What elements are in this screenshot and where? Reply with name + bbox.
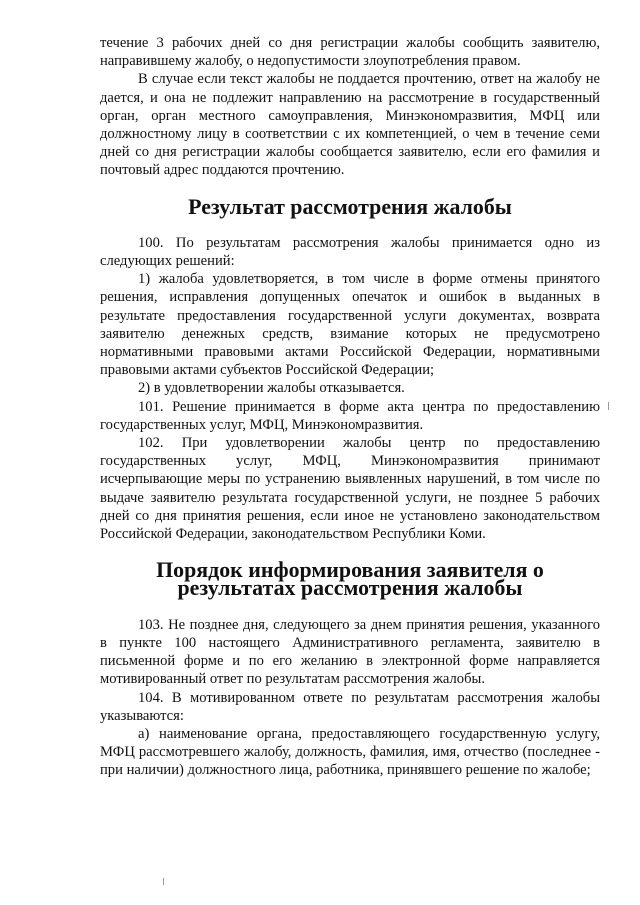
- paragraph: 2) в удовлетворении жалобы отказывается.: [138, 380, 405, 397]
- paragraph: 1) жалоба удовлетворяется, в том числе в форме отмены принятого решения, исправления допущенных опечаток и ошибок в выданных в результате предоставления государственной услуги документах, возврата заявителю денежных средств, взимание которых не предусмотрено нормативными правовыми актами Российской Федерации, нормативными правовыми актами субъектов Российской Федерации;: [100, 271, 600, 379]
- paragraph: 100. По результатам рассмотрения жалобы принимается одно из следующих решений:: [100, 234, 600, 270]
- paragraph: 104. В мотивированном ответе по результатам рассмотрения жалобы указываются:: [100, 689, 600, 724]
- paragraph: течение 3 рабочих дней со дня регистрации жалобы сообщить заявителю, направившему жалобу, о недопустимости злоупотребления правом.: [100, 35, 600, 70]
- paragraph: а) наименование органа, предоставляющего государственную услугу, МФЦ рассмотревшего жалобу, должность, фамилия, имя, отчество (последнее - при наличии) должностного лица, работника, принявшего решение по жалобе;: [100, 725, 600, 779]
- paragraph: 103. Не позднее дня, следующего за днем принятия решения, указанного в пункте 100 настоящего Административного регламента, заявителю в письменной форме и по его желанию в электронной форме направляется мотивированный ответ по результатам рассмотрения жалобы.: [100, 616, 600, 688]
- spacer: [100, 598, 600, 616]
- scan-mark: [608, 402, 609, 410]
- paragraph: В случае если текст жалобы не поддается прочтению, ответ на жалобу не дается, и она не подлежит направлению на рассмотрение в государственный орган, орган местного самоуправления, Минэкономразвития, МФЦ или должностному лицу в соответствии с их компетенцией, о чем в течение семи дней со дня регистрации жалобы сообщается заявителю, если его фамилия и почтовый адрес поддаются прочтению.: [100, 71, 600, 179]
- document-page: [100, 34, 600, 780]
- section-heading: Результат рассмотрения жалобы: [188, 193, 512, 219]
- scan-mark: [163, 878, 164, 885]
- section-heading: Порядок информирования заявителя о результатах рассмотрения жалобы: [156, 557, 544, 601]
- paragraph: 102. При удовлетворении жалобы центр по предоставлению государственных услуг, МФЦ, Минэкономразвития принимают исчерпывающие меры по устранению выявленных нарушений, в том числе по выдаче заявителю результата государственной услуги, не позднее 5 рабочих дней со дня принятия решения, если иное не установлено законодательством Российской Федерации, законодательством Республики Коми.: [100, 435, 600, 543]
- paragraph: 101. Решение принимается в форме акта центра по предоставлению государственных услуг, МФЦ, Минэкономразвития.: [100, 398, 600, 433]
